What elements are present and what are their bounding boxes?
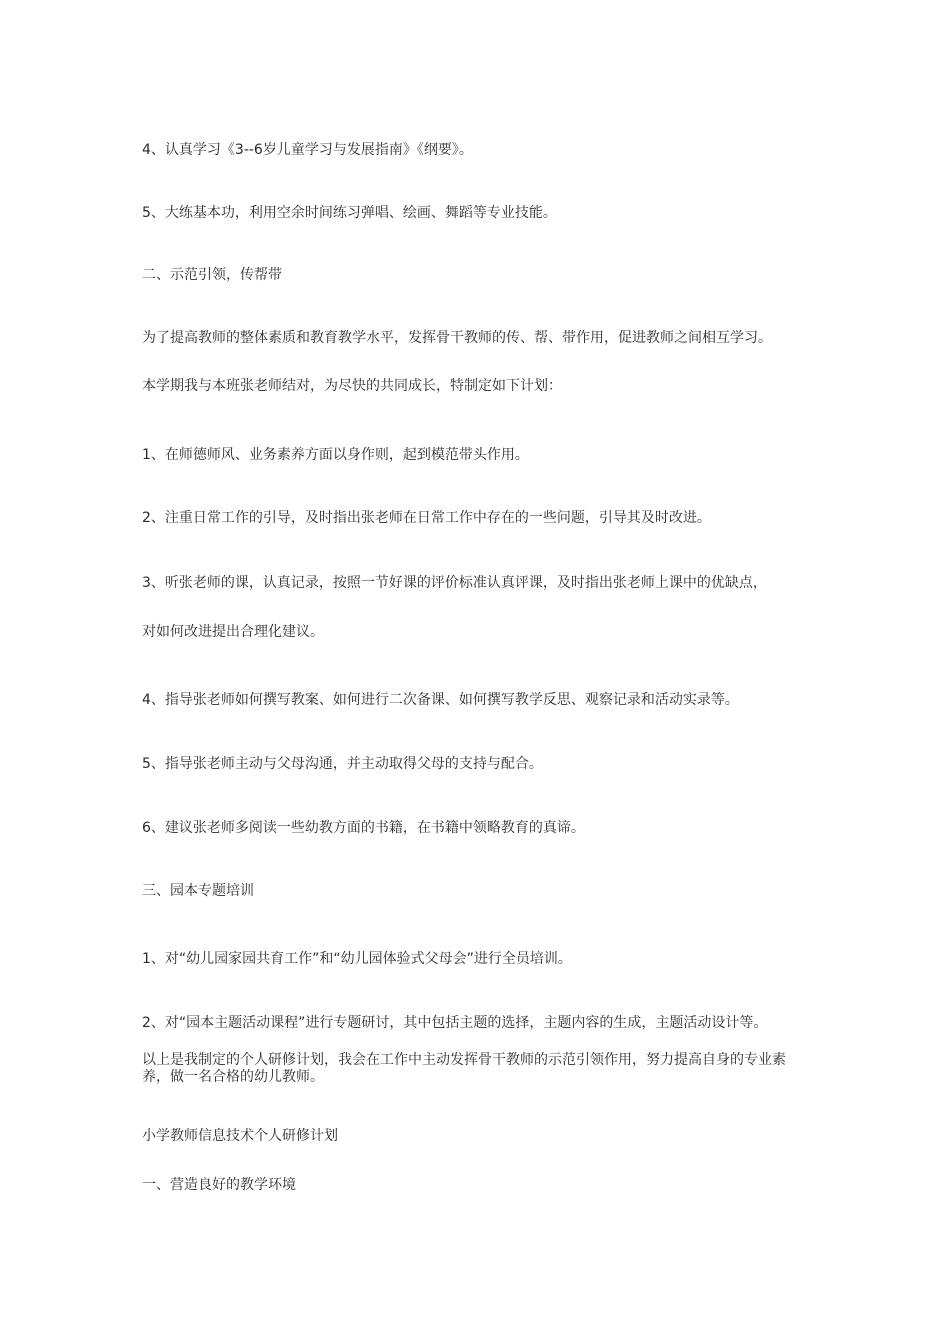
mentor-item-6: 6、建议张老师多阅读一些幼教方面的书籍，在书籍中领略教育的真谛。 [142, 820, 585, 836]
plan-item-4-study: 4、认真学习《3--6岁儿童学习与发展指南》《纲要》。 [142, 142, 473, 158]
closing-paragraph: 以上是我制定的个人研修计划，我会在工作中主动发挥骨干教师的示范引领作用，努力提高自身的专业素养，做一名合格的幼儿教师。 [142, 1052, 786, 1085]
training-item-2: 2、对“园本主题活动课程”进行专题研讨，其中包括主题的选择，主题内容的生成，主题活动设计等。 [142, 1015, 768, 1031]
section-heading-3: 三、园本专题培训 [142, 883, 254, 899]
section-2-plan-intro: 本学期我与本班张老师结对，为尽快的共同成长，特制定如下计划： [142, 378, 562, 394]
plan-item-5-skills: 5、大练基本功，利用空余时间练习弹唱、绘画、舞蹈等专业技能。 [142, 205, 557, 221]
mentor-item-5: 5、指导张老师主动与父母沟通，并主动取得父母的支持与配合。 [142, 756, 543, 772]
mentor-item-1: 1、在师德师风、业务素养方面以身作则，起到模范带头作用。 [142, 447, 529, 463]
training-item-1: 1、对“幼儿园家园共育工作”和“幼儿园体验式父母会”进行全员培训。 [142, 951, 572, 967]
mentor-item-4: 4、指导张老师如何撰写教案、如何进行二次备课、如何撰写教学反思、观察记录和活动实录等。 [142, 692, 739, 708]
next-document-title: 小学教师信息技术个人研修计划 [142, 1128, 338, 1144]
mentor-item-3: 3、听张老师的课，认真记录，按照一节好课的评价标准认真评课，及时指出张老师上课中的优缺点， [142, 575, 767, 591]
mentor-item-2: 2、注重日常工作的引导，及时指出张老师在日常工作中存在的一些问题，引导其及时改进。 [142, 510, 711, 526]
section-2-intro: 为了提高教师的整体素质和教育教学水平，发挥骨干教师的传、帮、带作用，促进教师之间相互学习。 [142, 330, 772, 346]
section-heading-2: 二、示范引领，传帮带 [142, 267, 282, 283]
next-section-heading-1: 一、营造良好的教学环境 [142, 1177, 296, 1193]
mentor-item-3-continued: 对如何改进提出合理化建议。 [142, 624, 324, 640]
